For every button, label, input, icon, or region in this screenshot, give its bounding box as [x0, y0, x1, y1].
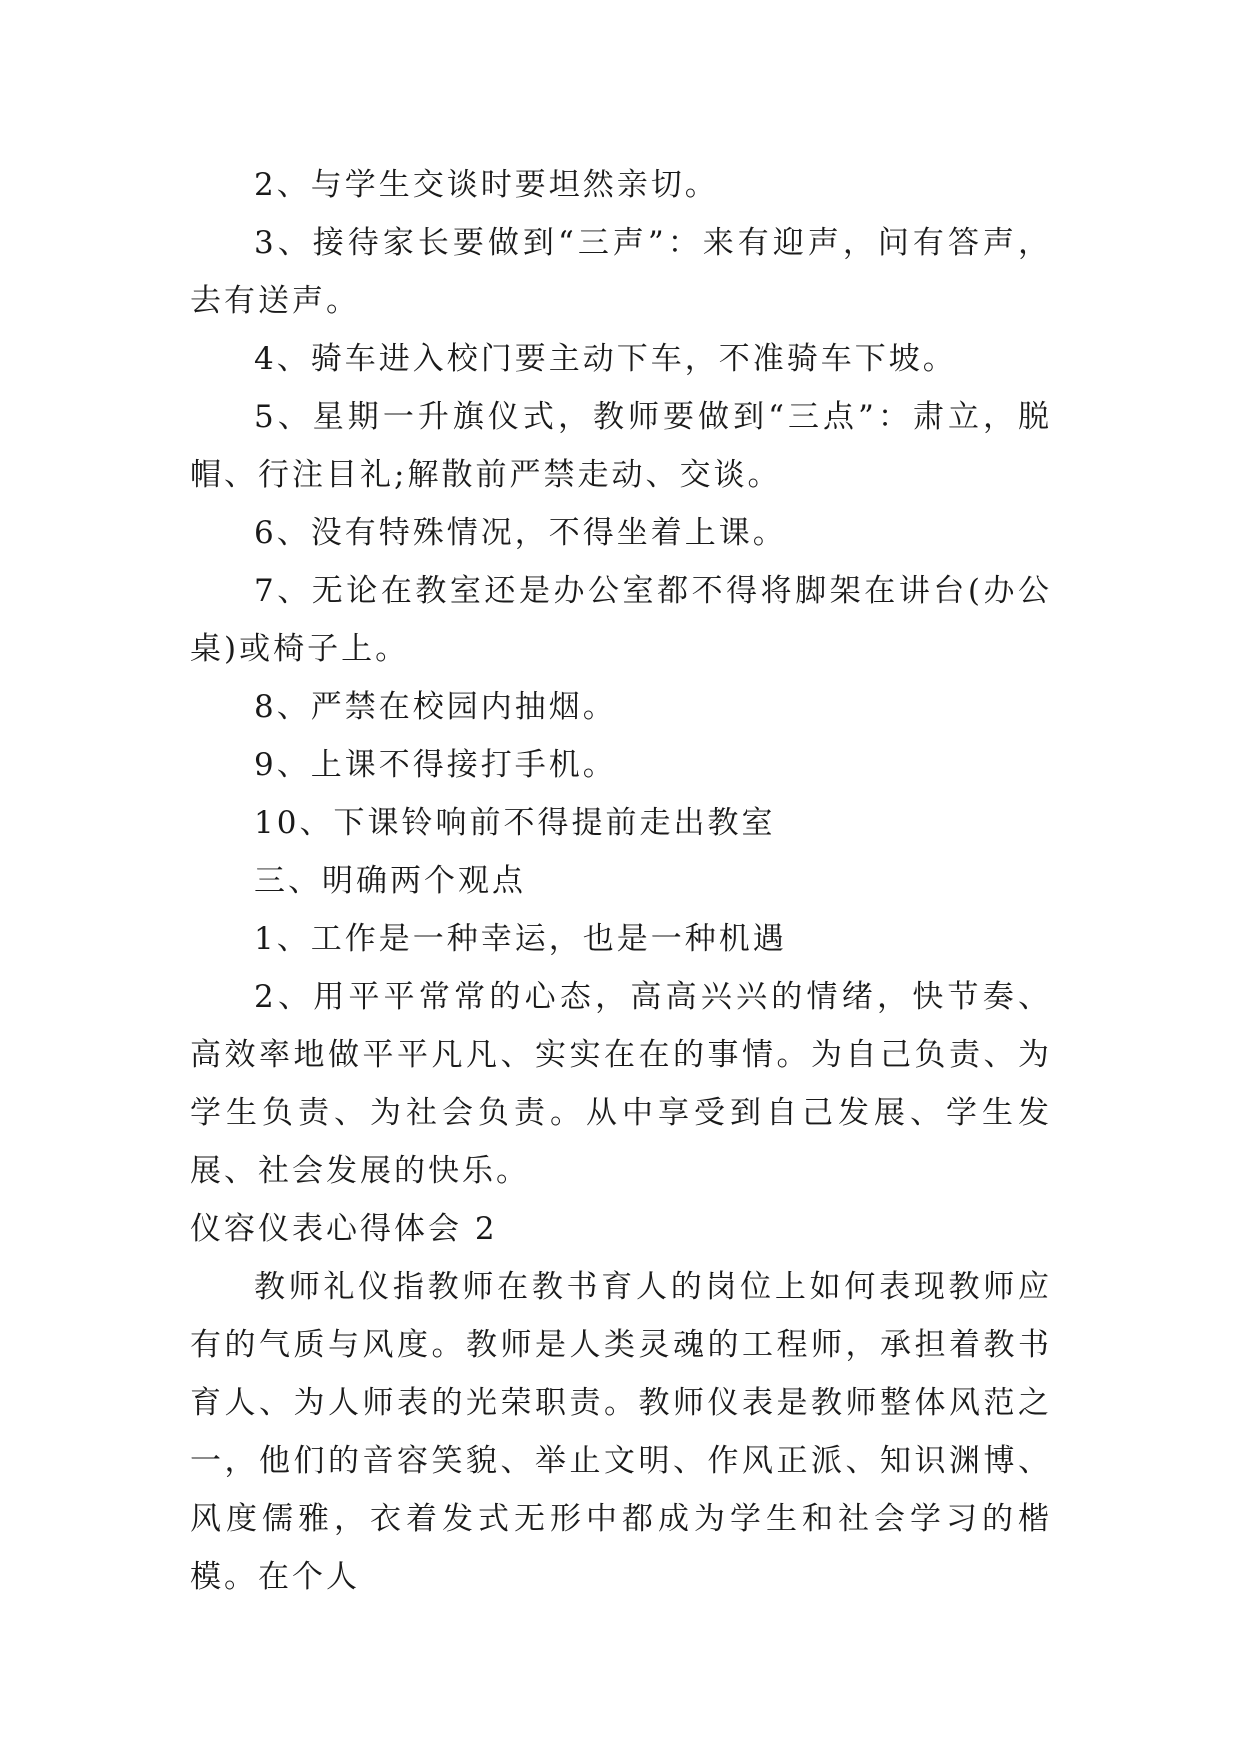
paragraph: 2、用平平常常的心态，高高兴兴的情绪，快节奏、高效率地做平平凡凡、实实在在的事情。为自己负责、为学生负责、为社会负责。从中享受到自己发展、学生发展、社会发展的快乐。: [190, 979, 1052, 1189]
paragraph: 9、上课不得接打手机。: [254, 747, 617, 783]
paragraph: 5、星期一升旗仪式，教师要做到“三点”：肃立，脱帽、行注目礼;解散前严禁走动、交谈。: [190, 399, 1052, 493]
document-body: [190, 156, 1052, 1606]
paragraph: 8、严禁在校园内抽烟。: [254, 689, 617, 725]
paragraph: 6、没有特殊情况，不得坐着上课。: [254, 515, 787, 551]
paragraph: 4、骑车进入校门要主动下车，不准骑车下坡。: [254, 341, 957, 377]
paragraph: 10、下课铃响前不得提前走出教室: [254, 805, 776, 841]
paragraph: 2、与学生交谈时要坦然亲切。: [254, 167, 719, 203]
paragraph: 1、工作是一种幸运，也是一种机遇: [254, 921, 787, 957]
paragraph: 7、无论在教室还是办公室都不得将脚架在讲台(办公桌)或椅子上。: [190, 573, 1052, 667]
paragraph: 3、接待家长要做到“三声”：来有迎声，问有答声，去有送声。: [190, 225, 1052, 319]
paragraph: 三、明确两个观点: [254, 863, 526, 899]
section-title: 仪容仪表心得体会 2: [190, 1211, 498, 1247]
paragraph: 教师礼仪指教师在教书育人的岗位上如何表现教师应有的气质与风度。教师是人类灵魂的工程师，承担着教书育人、为人师表的光荣职责。教师仪表是教师整体风范之一，他们的音容笑貌、举止文明、作风正派、知识渊博、风度儒雅，衣着发式无形中都成为学生和社会学习的楷模。在个人: [190, 1269, 1052, 1595]
